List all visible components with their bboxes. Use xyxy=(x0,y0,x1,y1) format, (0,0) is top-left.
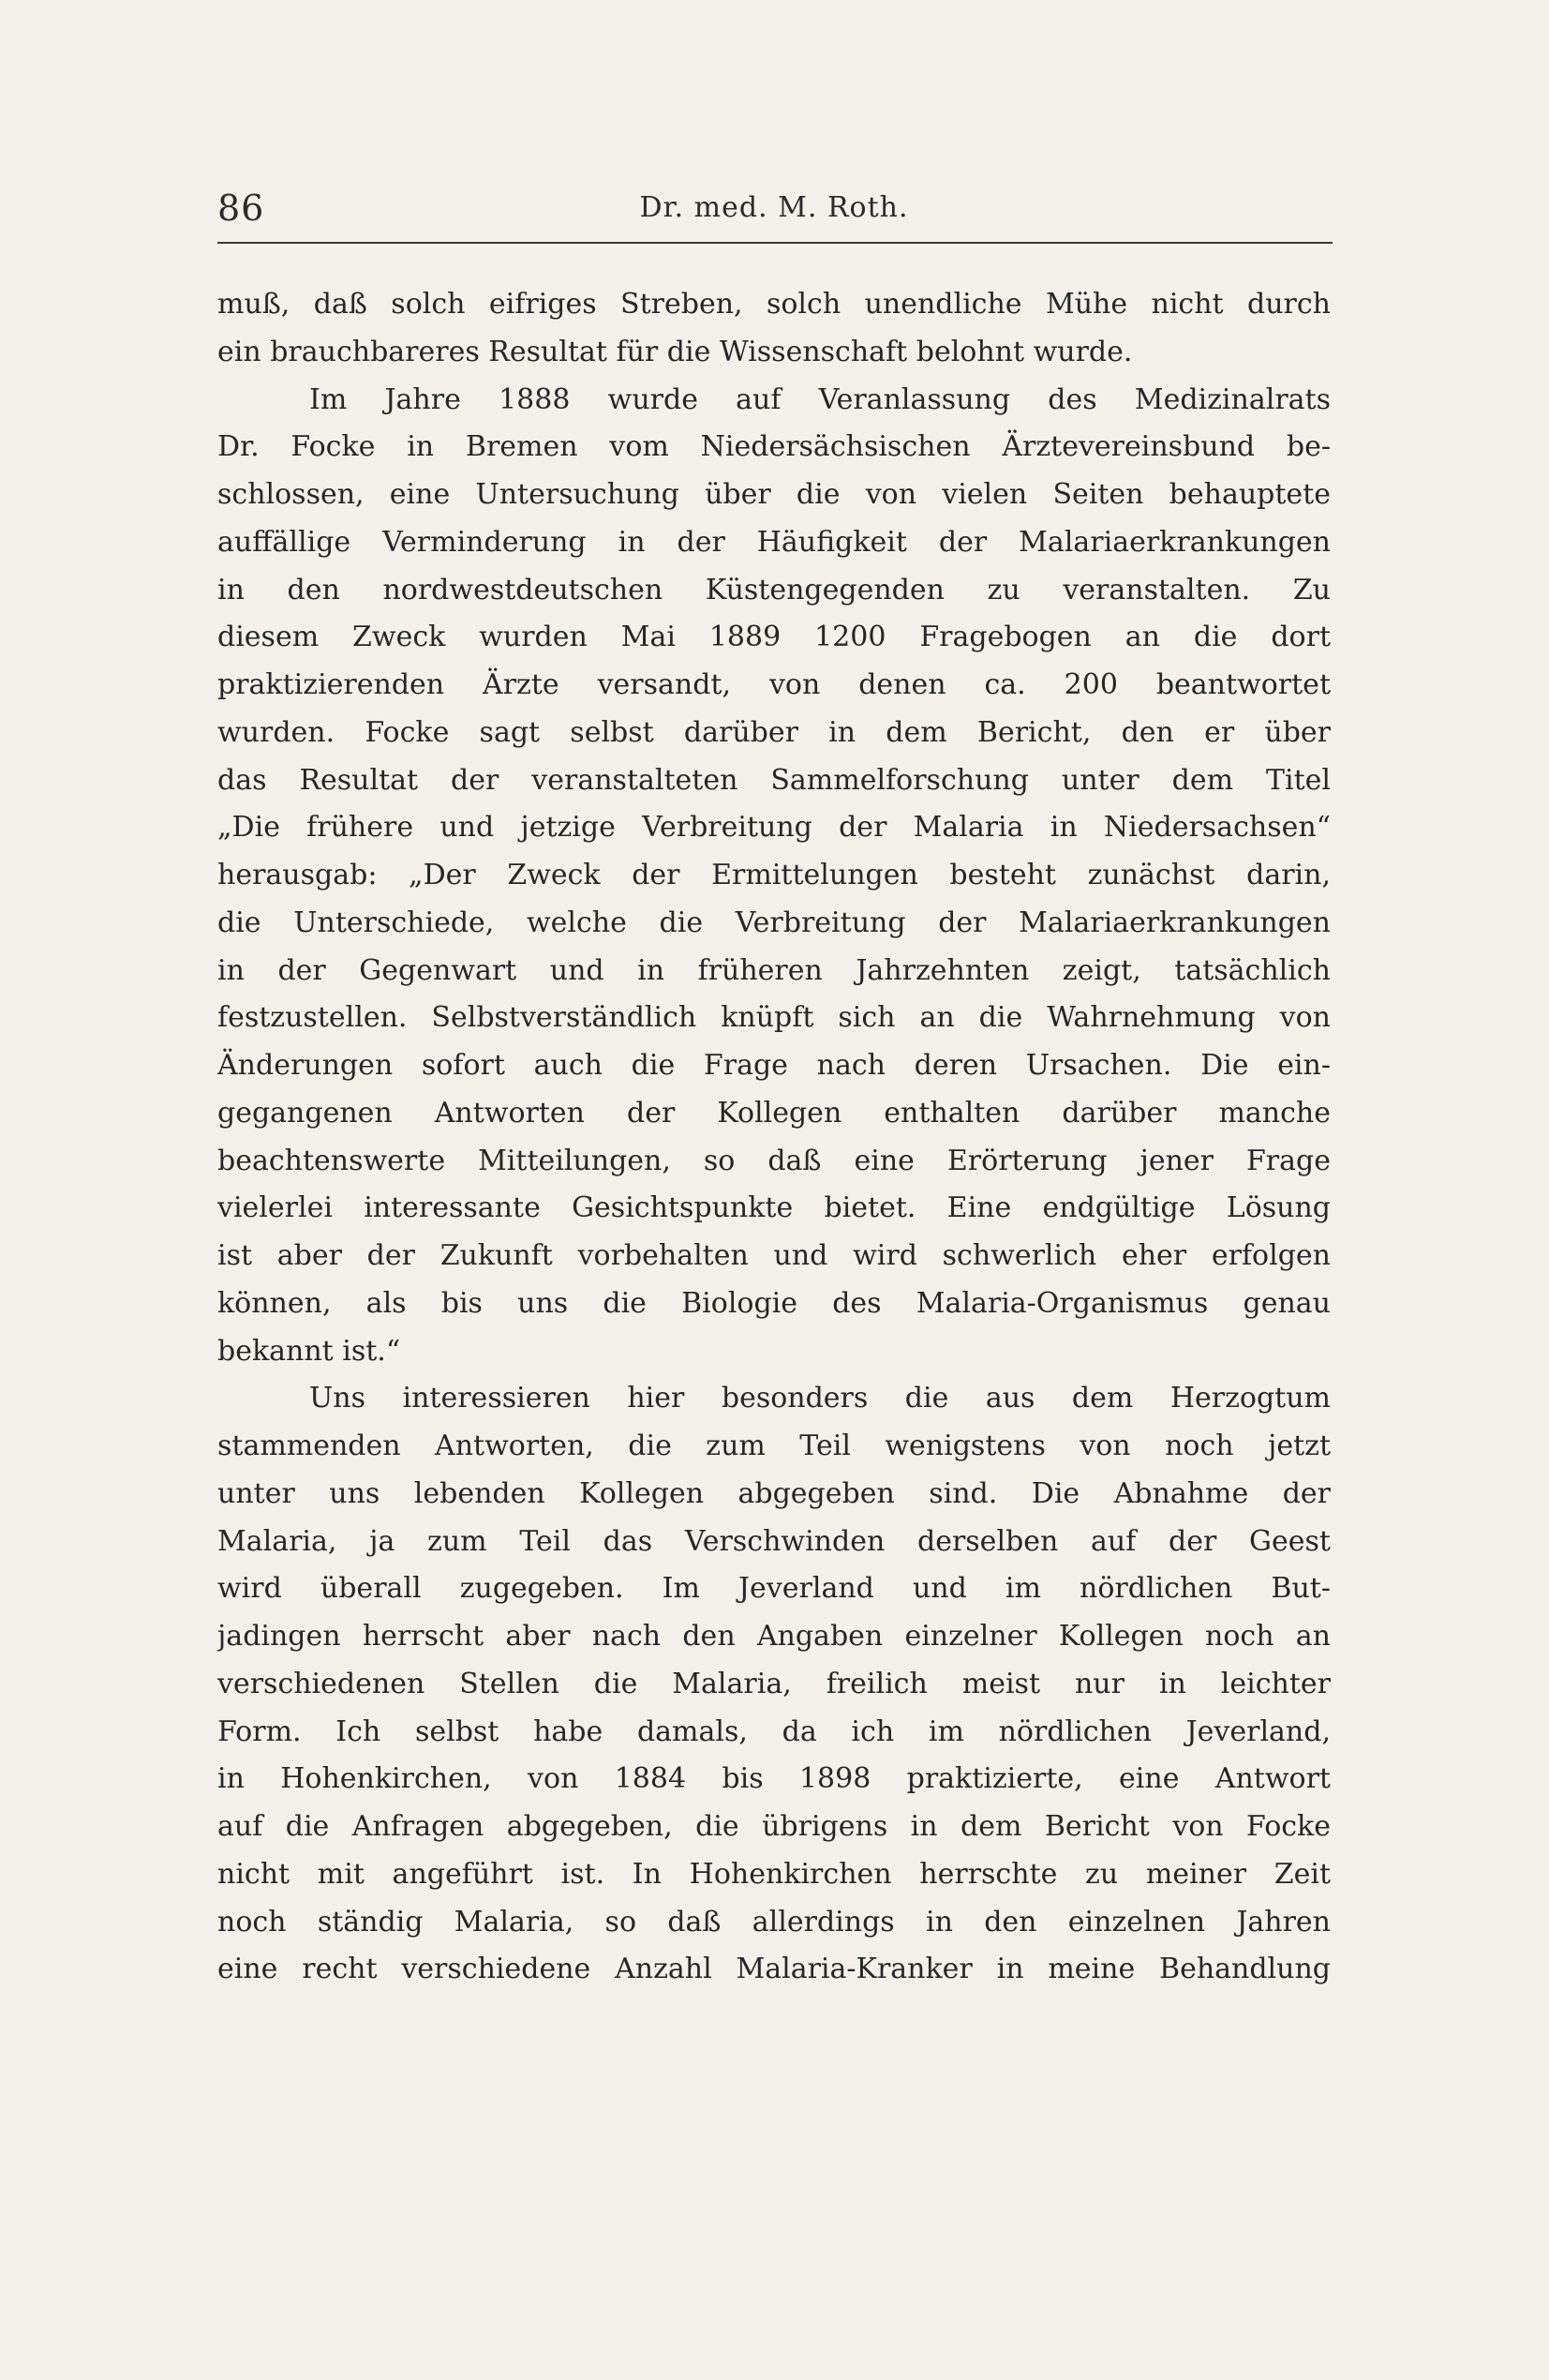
text-line: auffällige Verminderung in der Häufigkeit der Malariaerkrankungen xyxy=(217,525,1331,559)
text-line: das Resultat der veranstalteten Sammelforschung unter dem Titel xyxy=(217,763,1331,797)
text-line: eine recht verschiedene Anzahl Malaria-Kranker in meine Behandlung xyxy=(217,1953,1331,1986)
text-line: gegangenen Antworten der Kollegen enthalten darüber manche xyxy=(217,1096,1331,1130)
text-line: herausgab: „Der Zweck der Ermittelungen besteht zunächst darin, xyxy=(217,859,1331,891)
text-line: schlossen, eine Untersuchung über die von vielen Seiten behauptete xyxy=(217,478,1331,511)
body-text xyxy=(217,281,1331,1994)
text-line: „Die frühere und jetzige Verbreitung der Malaria in Niedersachsen“ xyxy=(217,811,1331,845)
page-number: 86 xyxy=(217,187,265,229)
text-line: noch ständig Malaria, so daß allerdings in den einzelnen Jahren xyxy=(217,1905,1331,1938)
text-line: wird überall zugegeben. Im Jeverland und im nördlichen But- xyxy=(217,1572,1331,1606)
text-line: Änderungen sofort auch die Frage nach deren Ursachen. Die ein- xyxy=(217,1049,1331,1082)
running-head: Dr. med. M. Roth. xyxy=(639,191,909,224)
text-line: muß, daß solch eifriges Streben, solch unendliche Mühe nicht durch xyxy=(217,288,1331,321)
text-line: nicht mit angeführt ist. In Hohenkirchen herrschte zu meiner Zeit xyxy=(217,1857,1331,1891)
text-line: vielerlei interessante Gesichtspunkte bietet. Eine endgültige Lösung xyxy=(217,1191,1331,1225)
header-rule xyxy=(217,242,1333,244)
text-line: in der Gegenwart und in früheren Jahrzehnten zeigt, tatsächlich xyxy=(217,953,1331,987)
text-line: die Unterschiede, welche die Verbreitung der Malariaerkrankungen xyxy=(217,906,1331,939)
text-line: Form. Ich selbst habe damals, da ich im nördlichen Jeverland, xyxy=(217,1714,1331,1748)
text-line: in Hohenkirchen, von 1884 bis 1898 praktizierte, eine Antwort xyxy=(217,1762,1331,1796)
text-line: können, als bis uns die Biologie des Malaria-Organismus genau xyxy=(217,1286,1331,1320)
text-line: auf die Anfragen abgegeben, die übrigens in dem Bericht von Focke xyxy=(217,1810,1331,1843)
text-line: unter uns lebenden Kollegen abgegeben sind. Die Abnahme der xyxy=(217,1476,1331,1510)
text-line: in den nordwestdeutschen Küstengegenden zu veranstalten. Zu xyxy=(217,573,1331,606)
page-header xyxy=(217,184,1331,240)
text-line: wurden. Focke sagt selbst darüber in dem Bericht, den er über xyxy=(217,715,1331,749)
text-line: stammenden Antworten, die zum Teil wenigstens von noch jetzt xyxy=(217,1429,1331,1462)
text-line: ein brauchbareres Resultat für die Wissenschaft belohnt wurde. xyxy=(217,335,1133,368)
text-line: bekannt ist.“ xyxy=(217,1334,401,1368)
text-line: Dr. Focke in Bremen vom Niedersächsischen Ärztevereinsbund be- xyxy=(217,430,1331,464)
text-line: ist aber der Zukunft vorbehalten und wird schwerlich eher erfolgen xyxy=(217,1239,1331,1272)
text-line: verschiedenen Stellen die Malaria, freilich meist nur in leichter xyxy=(217,1667,1331,1700)
text-line: jadingen herrscht aber nach den Angaben einzelner Kollegen noch an xyxy=(217,1620,1331,1653)
text-line: praktizierenden Ärzte versandt, von denen ca. 200 beantwortet xyxy=(217,668,1331,701)
text-line: Uns interessieren hier besonders die aus dem Herzogtum xyxy=(309,1382,1331,1415)
text-line: beachtenswerte Mitteilungen, so daß eine Erörterung jener Frage xyxy=(217,1144,1331,1177)
text-line: diesem Zweck wurden Mai 1889 1200 Fragebogen an die dort xyxy=(217,621,1331,654)
text-line: Malaria, ja zum Teil das Verschwinden derselben auf der Geest xyxy=(217,1524,1331,1558)
text-line: festzustellen. Selbstverständlich knüpft sich an die Wahrnehmung von xyxy=(217,1001,1331,1035)
text-line: Im Jahre 1888 wurde auf Veranlassung des Medizinalrats xyxy=(309,382,1331,416)
